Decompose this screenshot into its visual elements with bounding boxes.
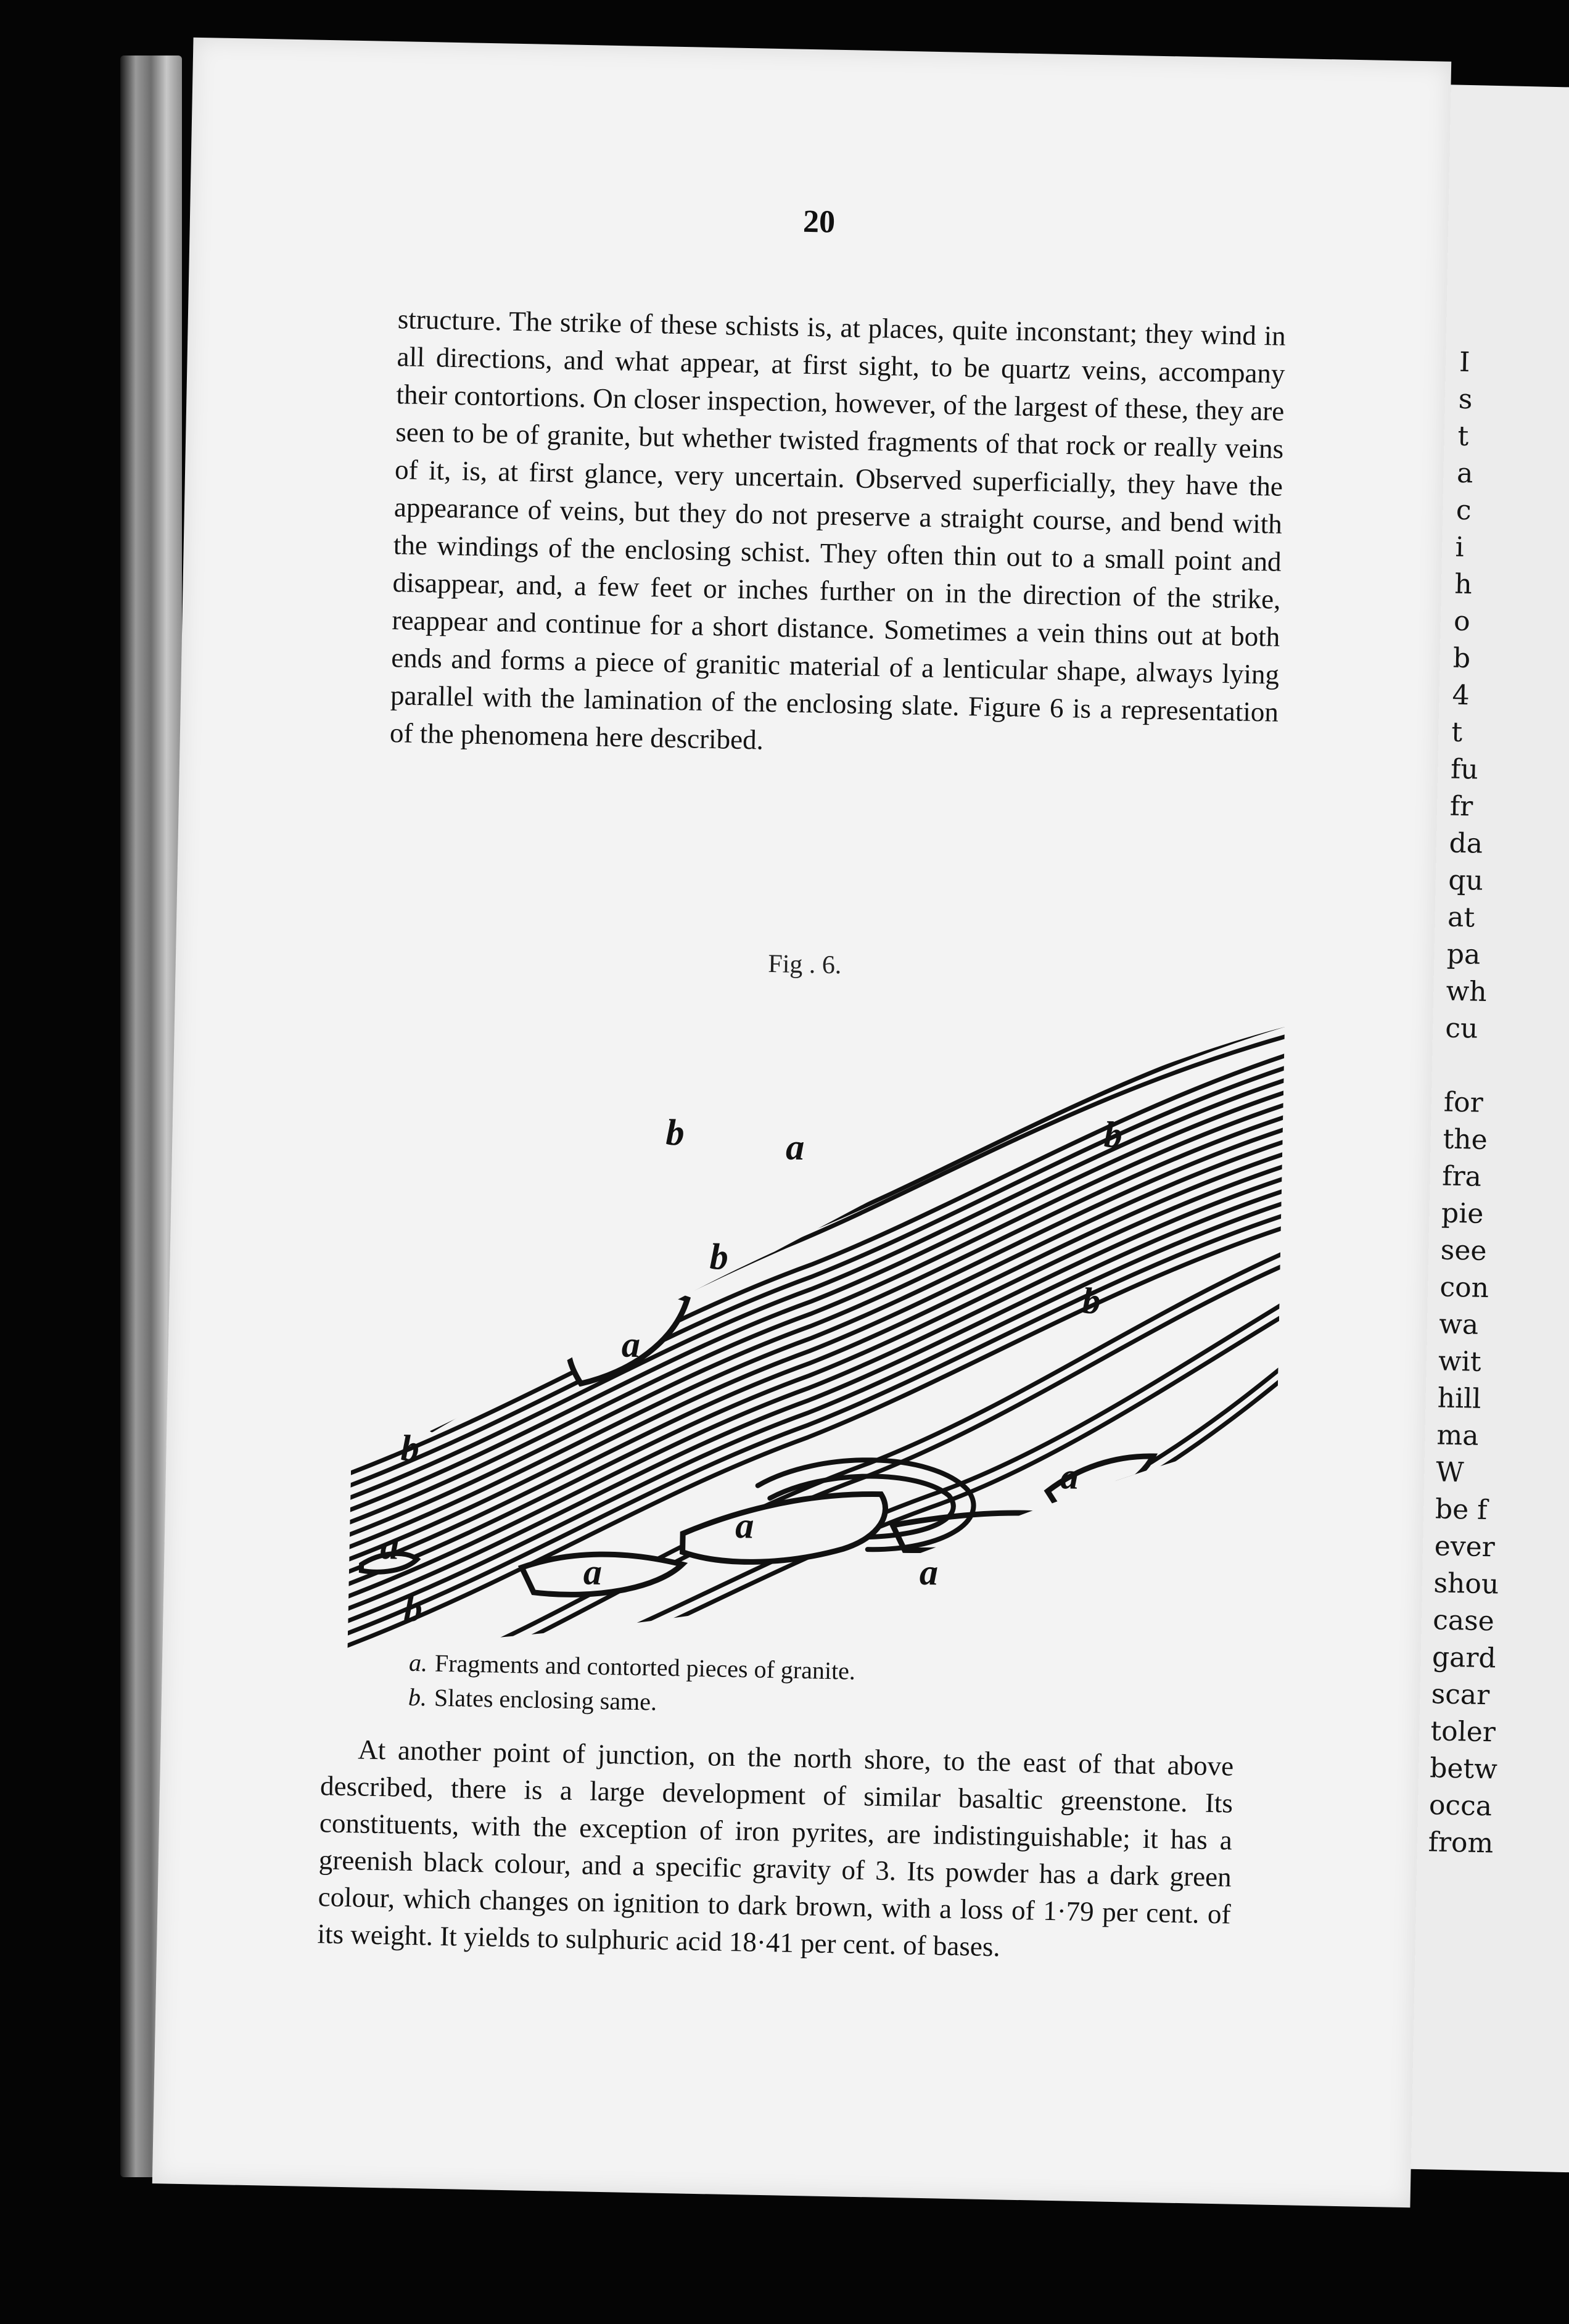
mark-a-4: a [735, 1505, 755, 1546]
paragraph-1 [389, 300, 1286, 769]
mark-b-2: b [1103, 1114, 1123, 1155]
paragraph-2: At another point of junction, on the north shore, to the east of that above described, there is a large development of similar basaltic greenstone. Its constituents, with the exception of iron pyrites, are indistinguishable; it has a greenish black colour, and a specific gravity of 3. Its powder has a dark green colour, which changes on ignition to dark brown, with a loss of 1·79 per cent. of its weight. It yields to sulphuric acid 18·41 per cent. of bases. [317, 1734, 1234, 1963]
mark-b-6: b [403, 1588, 423, 1630]
caption-text-b: Slates enclosing same. [434, 1683, 657, 1716]
mark-b-3: b [709, 1236, 729, 1277]
mark-b-5: b [400, 1427, 420, 1469]
contorted-schist-drawing [335, 972, 1298, 1681]
figure-label: Fig . 6. [767, 949, 842, 980]
mark-a-2: a [785, 1126, 805, 1168]
caption-key-b: b. [408, 1683, 427, 1712]
caption-text-a: Fragments and contorted pieces of granite. [434, 1649, 856, 1685]
page-number: 20 [802, 204, 836, 240]
mark-a-5: a [583, 1551, 603, 1593]
paragraph-1-text: structure. The strike of these schists is, at places, quite inconstant; they wind in all directions, and what appear, at first sight, to be quartz veins, accompany their contortions. On closer inspection, however, of the largest of these, they are seen to be of granite, but whether twisted fragments of that rock or really veins of it, is, at first glance, very uncertain. Observed superficially, they have the appearance of veins, but they do not preserve a straight course, and bend with the windings of the enclosing schist. They often thin out to a small point and disappear, and, a few feet or inches further on in the direction of the strike, reappear and continue for a short distance. Sometimes a vein thins out at both ends and forms a piece of granitic material of a lenticular shape, always lying parallel with the lamination of the enclosing slate. Figure 6 is a representation of the phenomena here described. [389, 303, 1287, 756]
figure-6-illustration [335, 972, 1298, 1681]
mark-a-3: a [1060, 1456, 1079, 1497]
figure-caption [408, 1646, 1149, 1729]
mark-a-7: a [919, 1551, 939, 1593]
mark-a-1: a [621, 1324, 641, 1366]
caption-key-a: a. [408, 1648, 428, 1677]
mark-b-4: b [1081, 1280, 1102, 1322]
mark-b-1: b [665, 1111, 685, 1153]
book-page [152, 38, 1451, 2208]
facing-page-text-fragments: I s t a c i h o b 4 t fu fr da qu at pa wh cu for the fra pie see con wa wit hill ma W be f ever shou case gard scar toler betw occa from [1428, 346, 1499, 1860]
mark-a-6: a [380, 1526, 400, 1567]
